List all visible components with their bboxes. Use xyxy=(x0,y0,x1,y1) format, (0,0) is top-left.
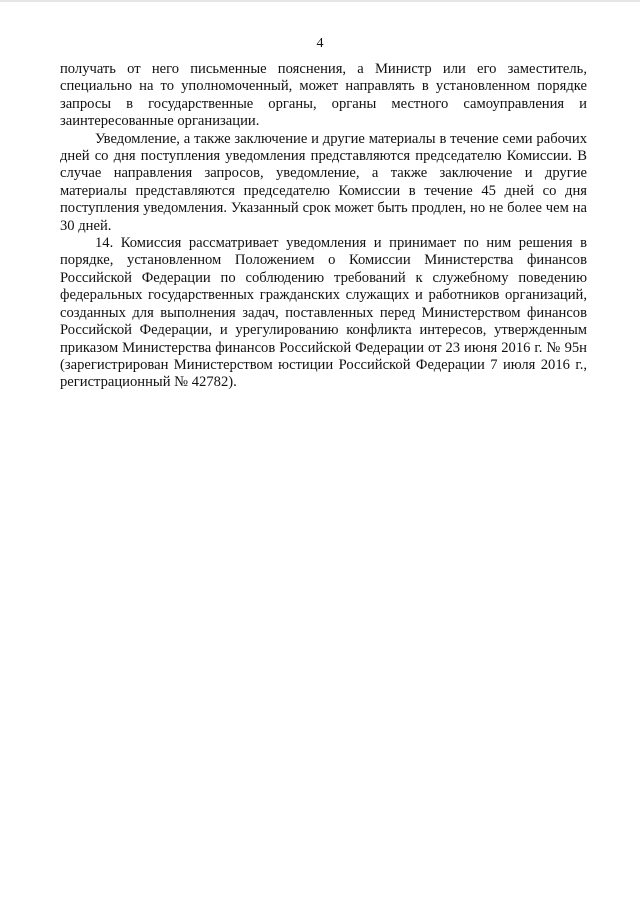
page-number: 4 xyxy=(316,36,324,51)
paragraph-item-14: 14. Комиссия рассматривает уведомления и принимает по ним решения в порядке, установленном Положением о Комиссии Министерства финансов Российской Федерации по соблюдению требований к служебному поведению федеральных государственных гражданских служащих и работников организаций, созданных для выполнения задач, поставленных перед Министерством финансов Российской Федерации, и урегулированию конфликта интересов, утвержденным приказом Министерства финансов Российской Федерации от 23 июня 2016 г. № 95н (зарегистрирован Министерством юстиции Российской Федерации 7 июля 2016 г., регистрационный № 42782). xyxy=(60,235,587,391)
scan-edge xyxy=(0,0,640,2)
paragraph-notification-deadlines: Уведомление, а также заключение и другие материалы в течение семи рабочих дней со дня поступления уведомления представляются председателю Комиссии. В случае направления запросов, уведомление, а также заключение и другие материалы представляются председателю Комиссии в течение 45 дней со дня поступления уведомления. Указанный срок может быть продлен, но не более чем на 30 дней. xyxy=(60,130,587,234)
paragraph-continuation: получать от него письменные пояснения, а Министр или его заместитель, специально на то уполномоченный, может направлять в установленном порядке запросы в государственные органы, органы местного самоуправления и заинтересованные организации. xyxy=(60,61,587,130)
document-body xyxy=(60,61,587,392)
